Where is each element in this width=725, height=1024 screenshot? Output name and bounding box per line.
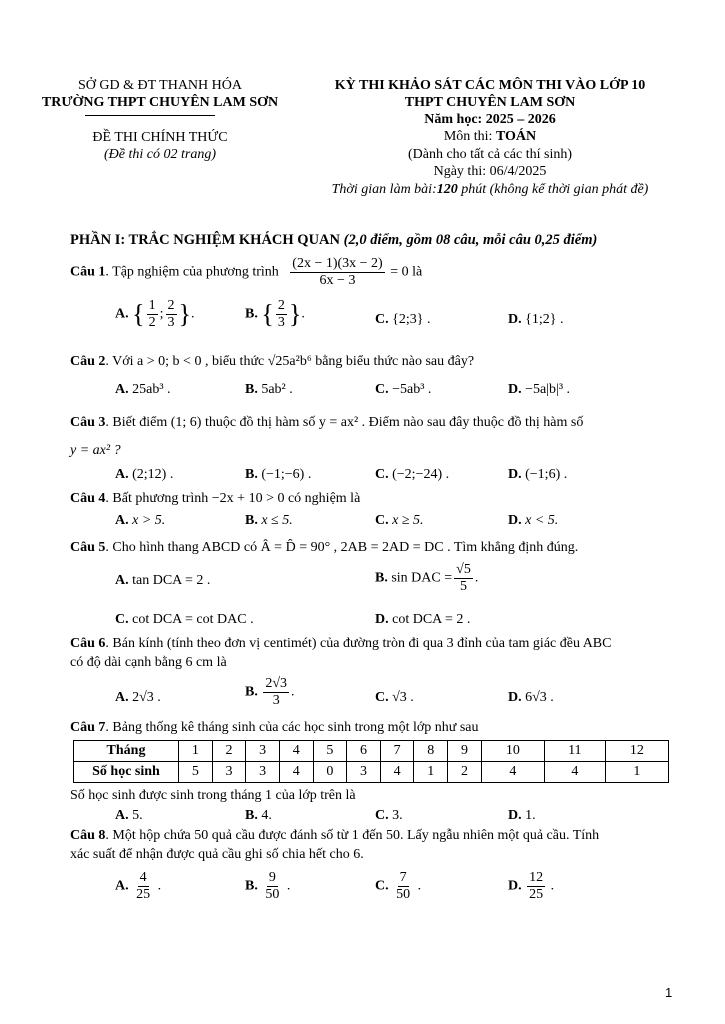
q1-a-den1: 2 bbox=[148, 315, 156, 330]
q8-option-b-label: B. bbox=[245, 878, 258, 894]
q3-option-a-label: A. bbox=[115, 467, 129, 482]
count-cell: 3 bbox=[212, 762, 246, 783]
count-cell: 4 bbox=[544, 762, 605, 783]
month-cell: 11 bbox=[544, 741, 605, 762]
row-head-count: Số học sinh bbox=[74, 762, 179, 783]
q7-option-d-value: 1. bbox=[525, 808, 536, 823]
page-number: 1 bbox=[665, 985, 673, 1000]
section-title bbox=[70, 232, 597, 249]
q8-a-num: 4 bbox=[139, 870, 147, 885]
month-cell: 7 bbox=[380, 741, 414, 762]
count-cell: 0 bbox=[313, 762, 347, 783]
q4-option-a[interactable] bbox=[115, 513, 165, 529]
question-8 bbox=[70, 828, 599, 844]
q2-option-a-value: 25ab³ . bbox=[132, 382, 171, 397]
q8-c-num: 7 bbox=[399, 870, 407, 885]
month-cell: 3 bbox=[246, 741, 280, 762]
school-name: TRƯỜNG THPT CHUYÊN LAM SƠN bbox=[41, 95, 279, 110]
official-label: ĐỀ THI CHÍNH THỨC bbox=[92, 130, 228, 145]
school-year: Năm học: 2025 – 2026 bbox=[424, 112, 556, 127]
q2-option-b-label: B. bbox=[245, 382, 258, 397]
q2-option-c-value: −5ab³ . bbox=[392, 382, 432, 397]
q3-option-d-value: (−1;6) . bbox=[525, 467, 568, 482]
q2-option-c-label: C. bbox=[375, 382, 389, 397]
q5-option-c-label: C. bbox=[115, 612, 129, 627]
q7-option-a-label: A. bbox=[115, 808, 129, 823]
q4-option-b[interactable] bbox=[245, 513, 293, 529]
q2-option-d-label: D. bbox=[508, 382, 522, 397]
q3-option-c-label: C. bbox=[375, 467, 389, 482]
q1-option-c[interactable]: C. {2;3} . bbox=[375, 312, 431, 327]
q5-option-a[interactable] bbox=[115, 573, 210, 589]
q7-option-b[interactable] bbox=[245, 808, 272, 824]
q8-option-d[interactable]: D. $\frac{12}{25}$ . bbox=[508, 870, 555, 902]
q5-option-a-value: tan DCA = 2 . bbox=[132, 573, 211, 588]
q5-text: . Cho hình thang ABCD có Â = D̂ = 90° , 2AB = 2AD = DC . Tìm khẳng định đúng. bbox=[105, 540, 579, 555]
q1-fraction bbox=[290, 256, 384, 289]
table-row-months bbox=[74, 741, 669, 762]
q3-text-line2: y = ax² ? bbox=[70, 443, 121, 458]
q1-option-b-label: B. bbox=[245, 306, 258, 322]
q6-text: . Bán kính (tính theo đơn vị centimét) của đường tròn đi qua 3 đỉnh của tam giác đều ABC bbox=[105, 636, 612, 651]
q6-option-d[interactable] bbox=[508, 690, 554, 706]
q8-d-num: 12 bbox=[529, 870, 544, 885]
month-cell: 4 bbox=[279, 741, 313, 762]
q1-a-num1: 1 bbox=[148, 298, 156, 313]
q5-label: Câu 5 bbox=[70, 540, 106, 555]
q3-option-c-value: (−2;−24) . bbox=[392, 467, 450, 482]
q4-label: Câu 4 bbox=[70, 491, 106, 506]
question-2 bbox=[70, 354, 474, 370]
q5-option-d-label: D. bbox=[375, 612, 389, 627]
q1-option-b[interactable]: B. { $\frac{2}{3}$ }. bbox=[245, 298, 305, 330]
time-value: 120 bbox=[436, 182, 458, 197]
q8-text-line2: xác suất để nhận được quả cầu ghi số chia hết cho 6. bbox=[70, 847, 364, 862]
count-cell: 1 bbox=[414, 762, 448, 783]
q4-option-c[interactable] bbox=[375, 513, 424, 529]
subject-line bbox=[310, 129, 670, 145]
month-cell: 9 bbox=[448, 741, 482, 762]
q1-b-den: 3 bbox=[277, 315, 285, 330]
q2-option-b[interactable] bbox=[245, 382, 293, 398]
q4-option-c-value: x ≥ 5. bbox=[392, 513, 424, 528]
q6-option-b-den: 3 bbox=[272, 693, 280, 708]
q4-option-d-value: x < 5. bbox=[525, 513, 559, 528]
q2-label: Câu 2 bbox=[70, 354, 106, 369]
q6-option-b-label: B. bbox=[245, 684, 258, 700]
q6-option-a-value: 2√3 . bbox=[132, 690, 161, 705]
question-4 bbox=[70, 491, 360, 507]
q5-option-a-label: A. bbox=[115, 573, 129, 588]
q3-option-a[interactable] bbox=[115, 467, 173, 483]
q6-text-line2: có độ dài cạnh bằng 6 cm là bbox=[70, 655, 227, 670]
q8-option-b[interactable]: B. $\frac{9}{50}$ . bbox=[245, 870, 291, 902]
count-cell: 4 bbox=[380, 762, 414, 783]
q7-label: Câu 7 bbox=[70, 720, 106, 735]
q1-a-den2: 3 bbox=[167, 315, 175, 330]
q1-option-c-label: C. bbox=[375, 312, 389, 327]
q1-b-num: 2 bbox=[277, 298, 285, 313]
month-cell: 8 bbox=[414, 741, 448, 762]
q1-option-a[interactable]: A. { $\frac{1}{2}$ ; $\frac{2}{3}$ }. bbox=[115, 298, 195, 330]
q7-option-d-label: D. bbox=[508, 808, 522, 823]
q6-option-d-label: D. bbox=[508, 690, 522, 705]
q1-label: Câu 1 bbox=[70, 264, 106, 280]
q3-text: . Biết điểm (1; 6) thuộc đồ thị hàm số y = ax² . Điểm nào sau đây thuộc đồ thị hàm số bbox=[105, 415, 584, 430]
table-row-counts bbox=[74, 762, 669, 783]
q3-option-b-label: B. bbox=[245, 467, 258, 482]
subject-name: TOÁN bbox=[495, 129, 537, 144]
q4-option-a-value: x > 5. bbox=[132, 513, 166, 528]
count-cell: 5 bbox=[179, 762, 213, 783]
q5-option-d-value: cot DCA = 2 . bbox=[392, 612, 471, 627]
time-prefix: Thời gian làm bài: bbox=[331, 182, 437, 197]
q1-option-c-value: {2;3} bbox=[392, 312, 424, 327]
q6-option-b-num: 2√3 bbox=[265, 676, 288, 691]
exam-school: THPT CHUYÊN LAM SƠN bbox=[404, 95, 576, 110]
q4-option-c-label: C. bbox=[375, 513, 389, 528]
exam-date: Ngày thi: 06/4/2025 bbox=[433, 164, 547, 179]
q8-b-den: 50 bbox=[265, 887, 280, 902]
q1-option-d[interactable]: D. {1;2} . bbox=[508, 312, 564, 327]
q4-option-b-label: B. bbox=[245, 513, 258, 528]
q6-option-d-value: 6√3 . bbox=[525, 690, 554, 705]
q1-option-a-label: A. bbox=[115, 306, 129, 322]
q2-option-b-value: 5ab² . bbox=[261, 382, 293, 397]
q8-option-a-label: A. bbox=[115, 878, 129, 894]
q2-option-c[interactable] bbox=[375, 382, 431, 398]
q5-option-d[interactable] bbox=[375, 612, 470, 628]
q8-option-c-label: C. bbox=[375, 878, 389, 894]
month-cell: 2 bbox=[212, 741, 246, 762]
q7-option-b-value: 4. bbox=[261, 808, 272, 823]
q7-option-a-value: 5. bbox=[132, 808, 143, 823]
time-suffix: phút (không kể thời gian phát đề) bbox=[457, 182, 649, 197]
q6-option-c-label: C. bbox=[375, 690, 389, 705]
q7-option-c-value: 3. bbox=[392, 808, 403, 823]
q2-option-a-label: A. bbox=[115, 382, 129, 397]
q8-c-den: 50 bbox=[396, 887, 411, 902]
question-7 bbox=[70, 720, 479, 736]
q7-text: . Bảng thống kê tháng sinh của các học sinh trong một lớp như sau bbox=[105, 720, 479, 735]
q5-option-b-prefix: sin DAC = bbox=[391, 570, 453, 586]
month-cell: 12 bbox=[605, 741, 668, 762]
q6-option-b[interactable]: B. $\frac{2√3}{3}$ . bbox=[245, 676, 295, 708]
month-cell: 10 bbox=[481, 741, 544, 762]
q3-option-d[interactable] bbox=[508, 467, 567, 483]
q8-option-c[interactable]: C. $\frac{7}{50}$ . bbox=[375, 870, 422, 902]
count-cell: 1 bbox=[605, 762, 668, 783]
q5-option-c[interactable] bbox=[115, 612, 254, 628]
q6-option-c-value: √3 . bbox=[392, 690, 414, 705]
section-name: PHẦN I: TRẮC NGHIỆM KHÁCH QUAN bbox=[70, 232, 340, 248]
q3-option-a-value: (2;12) . bbox=[132, 467, 174, 482]
month-cell: 1 bbox=[179, 741, 213, 762]
q4-text: . Bất phương trình −2x + 10 > 0 có nghiệm là bbox=[105, 491, 361, 506]
question-5 bbox=[70, 540, 578, 556]
row-head-month: Tháng bbox=[74, 741, 179, 762]
q8-label: Câu 8 bbox=[70, 828, 106, 843]
q8-a-den: 25 bbox=[136, 887, 151, 902]
q6-label: Câu 6 bbox=[70, 636, 106, 651]
subject-label: Môn thi: bbox=[443, 129, 496, 144]
q8-d-den: 25 bbox=[529, 887, 544, 902]
question-6 bbox=[70, 636, 611, 652]
count-cell: 2 bbox=[448, 762, 482, 783]
exam-title: KỲ THI KHẢO SÁT CÁC MÔN THI VÀO LỚP 10 bbox=[334, 78, 646, 93]
count-cell: 3 bbox=[246, 762, 280, 783]
q6-option-a-label: A. bbox=[115, 690, 129, 705]
q4-option-a-label: A. bbox=[115, 513, 129, 528]
q8-text: . Một hộp chứa 50 quả cầu được đánh số từ 1 đến 50. Lấy ngẫu nhiên một quả cầu. Tính bbox=[105, 828, 600, 843]
q7-option-c[interactable] bbox=[375, 808, 403, 824]
q3-option-b[interactable] bbox=[245, 467, 311, 483]
time-line bbox=[300, 182, 680, 198]
q6-option-a[interactable] bbox=[115, 690, 161, 706]
q4-option-b-value: x ≤ 5. bbox=[261, 513, 293, 528]
q1-option-d-value: {1;2} bbox=[525, 312, 557, 327]
q7-option-c-label: C. bbox=[375, 808, 389, 823]
q2-text: . Với a > 0; b < 0 , biểu thức √25a²b⁶ bằng biểu thức nào sau đây? bbox=[105, 354, 475, 369]
question-3 bbox=[70, 415, 583, 431]
question-1 bbox=[70, 256, 422, 289]
dept-name: SỞ GD & ĐT THANH HÓA bbox=[78, 78, 242, 93]
q2-option-a[interactable] bbox=[115, 382, 171, 398]
audience-note: (Dành cho tất cả các thí sinh) bbox=[407, 147, 573, 162]
q7-option-b-label: B. bbox=[245, 808, 258, 823]
q2-option-d[interactable] bbox=[508, 382, 570, 398]
q5-option-c-value: cot DCA = cot DAC . bbox=[132, 612, 254, 627]
q5-option-b-den: 5 bbox=[459, 579, 467, 594]
q5-option-b-label: B. bbox=[375, 570, 388, 586]
q3-option-d-label: D. bbox=[508, 467, 522, 482]
q3-option-c[interactable] bbox=[375, 467, 449, 483]
q4-option-d[interactable] bbox=[508, 513, 558, 529]
q3-label: Câu 3 bbox=[70, 415, 106, 430]
q1-text: . Tập nghiệm của phương trình bbox=[105, 264, 279, 280]
section-note: (2,0 điểm, gồm 08 câu, mỗi câu 0,25 điểm) bbox=[340, 232, 598, 248]
q7-option-a[interactable] bbox=[115, 808, 143, 824]
count-cell: 3 bbox=[347, 762, 381, 783]
q8-option-a[interactable]: A. $\frac{4}{25}$ . bbox=[115, 870, 162, 902]
q6-option-c[interactable] bbox=[375, 690, 414, 706]
q4-option-d-label: D. bbox=[508, 513, 522, 528]
q5-option-b[interactable]: B. sin DAC = $\frac{√5}{5}$ . bbox=[375, 562, 479, 594]
birth-month-table bbox=[73, 740, 669, 783]
month-cell: 5 bbox=[313, 741, 347, 762]
q8-b-num: 9 bbox=[268, 870, 276, 885]
q1-numerator: (2x − 1)(3x − 2) bbox=[292, 256, 383, 271]
q8-option-d-label: D. bbox=[508, 878, 522, 894]
q1-tail: = 0 là bbox=[390, 264, 423, 280]
header-divider bbox=[85, 115, 215, 116]
q1-option-d-label: D. bbox=[508, 312, 522, 327]
page-count-note: (Đề thi có 02 trang) bbox=[104, 147, 216, 162]
month-cell: 6 bbox=[347, 741, 381, 762]
q2-option-d-value: −5a|b|³ . bbox=[525, 382, 571, 397]
count-cell: 4 bbox=[279, 762, 313, 783]
q7-option-d[interactable] bbox=[508, 808, 536, 824]
q5-option-b-num: √5 bbox=[456, 562, 471, 577]
q1-denominator: 6x − 3 bbox=[319, 273, 356, 288]
q7-question: Số học sinh được sinh trong tháng 1 của lớp trên là bbox=[70, 788, 356, 803]
q3-option-b-value: (−1;−6) . bbox=[261, 467, 312, 482]
count-cell: 4 bbox=[481, 762, 544, 783]
q1-a-num2: 2 bbox=[167, 298, 175, 313]
